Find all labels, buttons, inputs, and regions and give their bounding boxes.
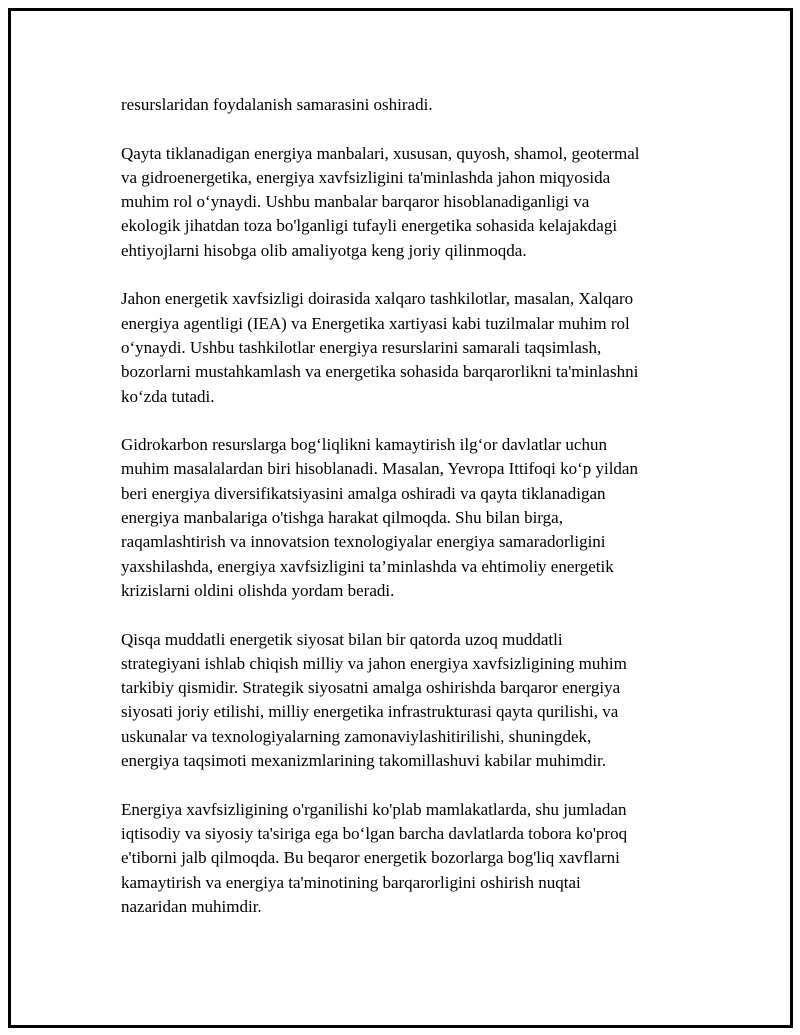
- paragraph-1: resurslaridan foydalanish samarasini oshiradi.: [121, 95, 433, 114]
- paragraph-3: Jahon energetik xavfsizligi doirasida xalqaro tashkilotlar, masalan, Xalqaro energiya agentligi (IEA) va Energetika xartiyasi kabi tuzilmalar muhim rol o‘ynaydi. Ushbu tashkilotlar energiya resurslarini samarali taqsimlash, bozorlarni mustahkamlash va energetika sohasida barqarorlikni ta'minlashni ko‘zda tutadi.: [121, 289, 639, 406]
- page-frame: [8, 8, 793, 1028]
- paragraph-6: Energiya xavfsizligining o'rganilishi ko'plab mamlakatlarda, shu jumladan iqtisodiy va siyosiy ta'siriga ega bo‘lgan barcha davlatlarda tobora ko'proq e'tiborni jalb qilmoqda. Bu beqaror energetik bozorlarga bog'liq xavflarni kamaytirish va energiya ta'minotining barqarorligini oshirish nuqtai nazaridan muhimdir.: [121, 799, 628, 916]
- paragraph-2: Qayta tiklanadigan energiya manbalari, xususan, quyosh, shamol, geotermal va gidroenergetika, energiya xavfsizligini ta'minlashda jahon miqyosida muhim rol o‘ynaydi. Ushbu manbalar barqaror hisoblanadiganligi va ekologik jihatdan toza bo'lganligi tufayli energetika sohasida kelajakdagi ehtiyojlarni hisobga olib amaliyotga keng joriy qilinmoqda.: [121, 143, 640, 260]
- paragraph-5: Qisqa muddatli energetik siyosat bilan bir qatorda uzoq muddatli strategiyani ishlab chiqish milliy va jahon energiya xavfsizligining muhim tarkibiy qismidir. Strategik siyosatni amalga oshirishda barqaror energiya siyosati joriy etilishi, milliy energetika infrastrukturasi qayta qurilishi, va uskunalar va texnologiyalarning zamonaviylashitirilishi, shuningdek, energiya taqsimoti mexanizmlarining takomillashuvi kabilar muhimdir.: [121, 629, 627, 771]
- document-body: [121, 93, 706, 919]
- paragraph-4: Gidrokarbon resurslarga bog‘liqlikni kamaytirish ilg‘or davlatlar uchun muhim masalalardan biri hisoblanadi. Masalan, Yevropa Ittifoqi ko‘p yildan beri energiya diversifikatsiyasini amalga oshiradi va qayta tiklanadigan energiya manbalariga o'tishga harakat qilmoqda. Shu bilan birga, raqamlashtirish va innovatsion texnologiyalar energiya samaradorligini yaxshilashda, energiya xavfsizligini ta’minlashda va ehtimoliy energetik krizislarni oldini olishda yordam beradi.: [121, 435, 638, 600]
